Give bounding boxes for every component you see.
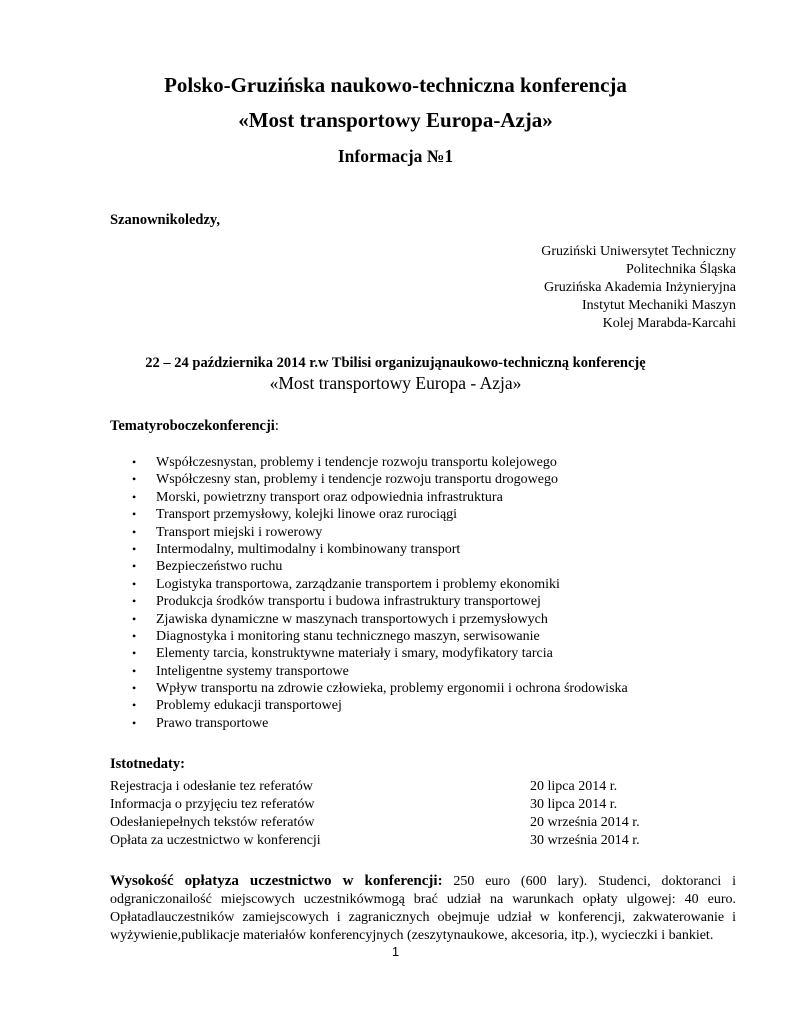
bullet-icon: • <box>132 524 137 539</box>
date-value: 20 września 2014 r. <box>530 815 640 830</box>
page-number: 1 <box>391 944 400 959</box>
conference-subtitle: «Most transportowy Europa-Azja» <box>238 108 553 132</box>
list-item <box>132 593 628 610</box>
date-value: 20 lipca 2014 r. <box>530 779 618 794</box>
date-value: 30 września 2014 r. <box>530 833 640 848</box>
bullet-icon: • <box>132 455 137 469</box>
bullet-icon: • <box>132 559 137 574</box>
bullet-icon: • <box>132 594 137 609</box>
conference-title: Polsko-Gruzińska naukowo-techniczna konferencja <box>164 73 627 97</box>
list-item <box>132 506 628 523</box>
dates-table <box>110 778 670 850</box>
date-label: Informacja o przyjęciu tez referatów <box>110 797 315 812</box>
list-item <box>132 454 628 471</box>
topic-text: Produkcja środków transportu i budowa infrastruktury transportowej <box>156 594 541 610</box>
bullet-icon: • <box>132 646 137 661</box>
organizer-item: Politechnika Śląska <box>625 262 736 277</box>
list-item <box>132 576 628 593</box>
bullet-icon: • <box>132 611 137 626</box>
list-item <box>132 524 628 541</box>
bullet-icon: • <box>132 681 137 696</box>
organizer-item: Kolej Marabda-Karcahi <box>602 316 736 331</box>
bullet-icon: • <box>132 628 137 643</box>
list-item <box>132 541 628 558</box>
topics-list <box>132 454 628 732</box>
topic-text: Współczesnystan, problemy i tendencje rozwoju transportu kolejowego <box>156 455 557 470</box>
announcement-line: 22 – 24 października 2014 r.w Tbilisi organizująnaukowo-techniczną konferencję <box>145 355 646 371</box>
date-label: Rejestracja i odesłanie tez referatów <box>110 779 313 794</box>
organizer-item: Instytut Mechaniki Maszyn <box>582 298 736 313</box>
topic-text: Logistyka transportowa, zarządzanie transportem i problemy ekonomiki <box>156 576 560 592</box>
bullet-icon: • <box>132 576 137 591</box>
date-value: 30 lipca 2014 r. <box>530 797 618 812</box>
topic-text: Problemy edukacji transportowej <box>156 698 342 714</box>
bullet-icon: • <box>132 507 137 522</box>
bullet-icon: • <box>132 715 137 730</box>
announcement-conference-name: «Most transportowy Europa - Azja» <box>269 373 522 393</box>
list-item <box>132 680 628 697</box>
topic-text: Zjawiska dynamiczne w maszynach transportowych i przemysłowych <box>156 611 548 627</box>
bullet-icon: • <box>132 472 137 487</box>
topic-text: Wpływ transportu na zdrowie człowieka, problemy ergonomii i ochrona środowiska <box>156 681 628 697</box>
topic-text: Diagnostyka i monitoring stanu technicznego maszyn, serwisowanie <box>156 628 540 644</box>
list-item <box>132 489 628 506</box>
topic-text: Morski, powietrzny transport oraz odpowiednia infrastruktura <box>156 489 503 505</box>
bullet-icon: • <box>132 489 137 504</box>
dates-heading: Istotnedaty: <box>110 756 185 772</box>
topics-heading <box>110 418 279 435</box>
list-item <box>132 645 628 662</box>
topic-text: Transport przemysłowy, kolejki linowe oraz rurociągi <box>156 507 458 523</box>
bullet-icon: • <box>132 698 137 713</box>
table-row <box>110 778 670 796</box>
list-item <box>132 611 628 628</box>
list-item <box>132 715 628 732</box>
list-item <box>132 663 628 680</box>
fee-label: Wysokość opłatyza uczestnictwo w konferencji: <box>110 873 443 889</box>
topic-text: Inteligentne systemy transportowe <box>156 663 349 679</box>
fee-paragraph <box>110 872 736 945</box>
date-label: Odesłaniepełnych tekstów referatów <box>110 815 315 830</box>
organizer-item: Gruziński Uniwersytet Techniczny <box>541 244 736 259</box>
topics-heading-colon: : <box>274 418 279 434</box>
greeting: Szanownikoledzy, <box>110 212 220 228</box>
topic-text: Intermodalny, multimodalny i kombinowany transport <box>156 541 461 557</box>
list-item <box>132 697 628 714</box>
topic-text: Współczesny stan, problemy i tendencje rozwoju transportu drogowego <box>156 472 559 488</box>
information-number: Informacja №1 <box>337 146 454 166</box>
topic-text: Prawo transportowe <box>156 715 269 731</box>
organizer-item: Gruzińska Akademia Inżynieryjna <box>543 280 736 295</box>
list-item <box>132 628 628 645</box>
date-label: Opłata za uczestnictwo w konferencji <box>110 833 321 848</box>
topic-text: Bezpieczeństwo ruchu <box>156 559 283 575</box>
table-row <box>110 796 670 814</box>
organizer-list <box>541 243 736 333</box>
bullet-icon: • <box>132 663 137 678</box>
table-row <box>110 832 670 850</box>
topic-text: Elementy tarcia, konstruktywne materiały i smary, modyfikatory tarcia <box>156 646 553 662</box>
table-row <box>110 814 670 832</box>
list-item <box>132 471 628 488</box>
list-item <box>132 558 628 575</box>
bullet-icon: • <box>132 541 137 556</box>
topics-heading-text: Tematyroboczekonferencji <box>110 418 275 434</box>
topic-text: Transport miejski i rowerowy <box>156 524 323 540</box>
fee-text: 250 euro (600 lary). Studenci, doktoranci i odgraniczonailość miejscowych uczestnikówmogą brać udział na warunkach opłaty ulgowej: 40 euro. Opłatadlauczestników zamiejscowych i zagranicznych obejmuje udział w konferencji, zakwaterowanie i wyżywienie,publikacje materiałów konferencyjnych (zeszytynaukowe, akcesoria, itp.), wycieczki i bankiet. <box>110 874 737 943</box>
